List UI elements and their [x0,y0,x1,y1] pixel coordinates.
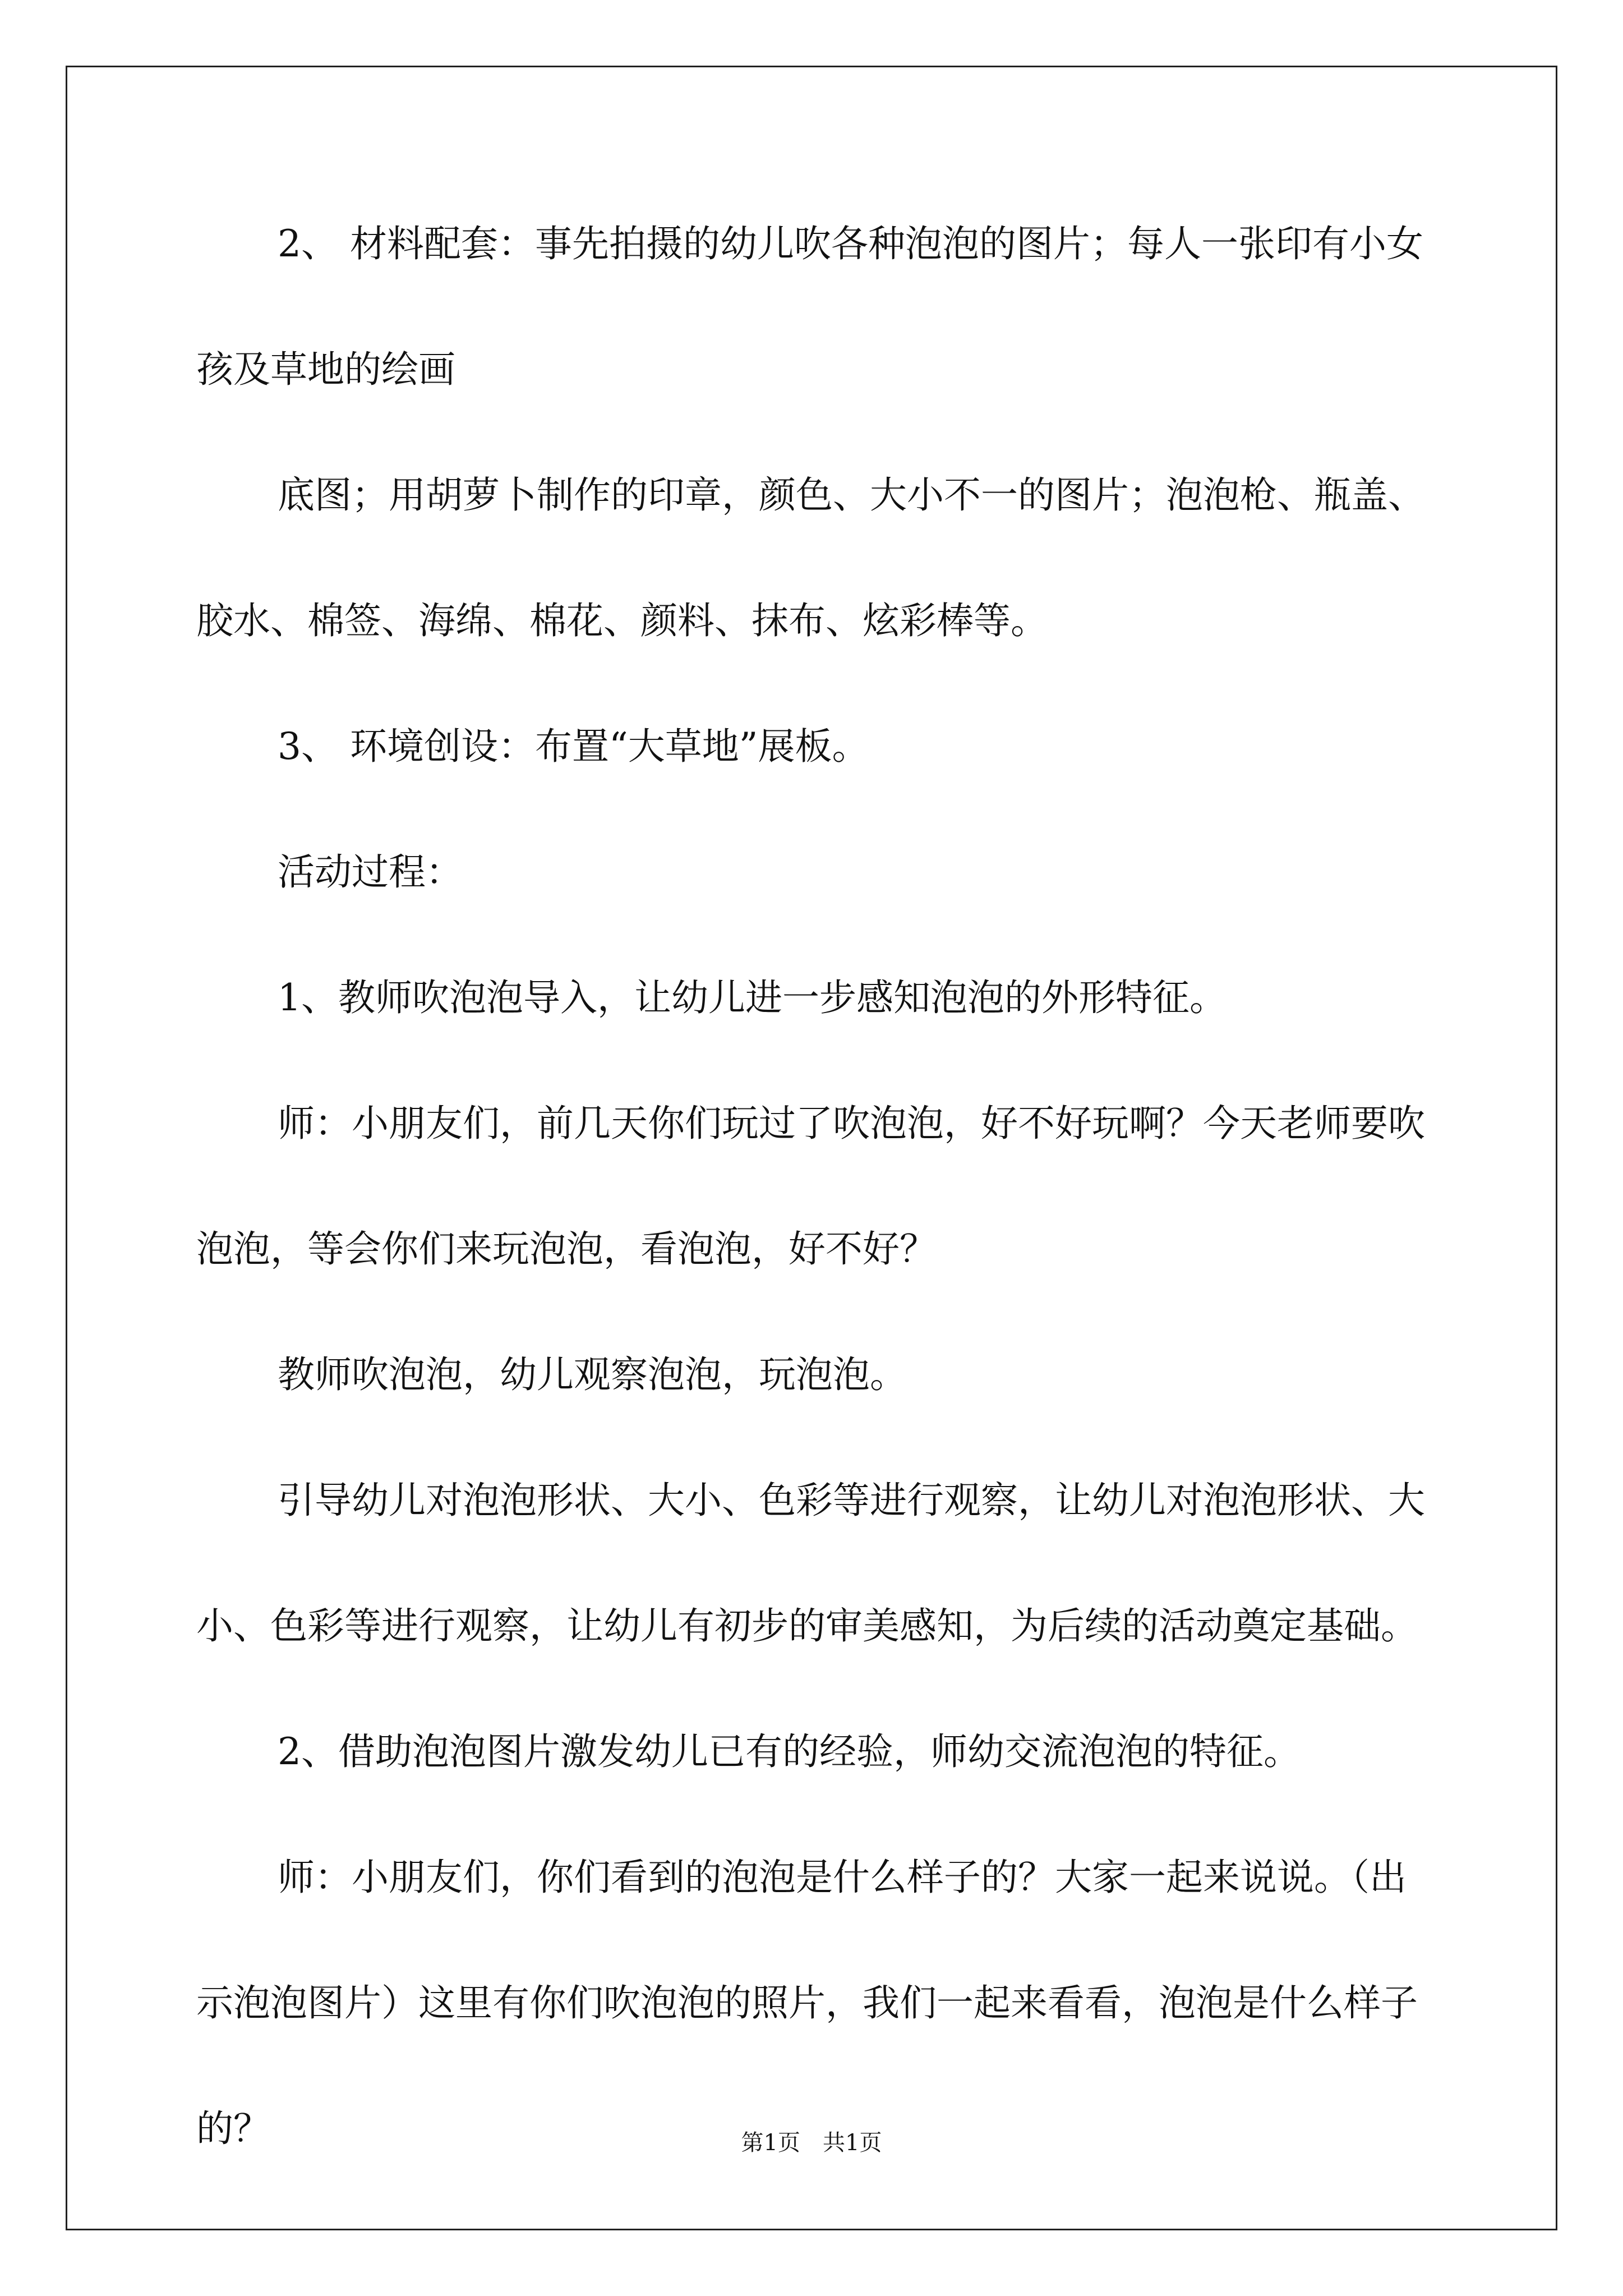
page-footer: 第1页 共1页 [741,2130,882,2156]
paragraph-step-2: 2、借助泡泡图片激发幼儿已有的经验，师幼交流泡泡的特征。 [278,1730,1301,1773]
paragraph-process-heading: 活动过程： [278,850,463,894]
document-body [196,219,1430,2229]
paragraph-teacher-line-1: 师：小朋友们，前几天你们玩过了吹泡泡，好不好玩啊？今天老师要吹泡泡，等会你们来玩泡泡，看泡泡，好不好？ [196,1102,1425,1271]
paragraph-step-1: 1、教师吹泡泡导入，让幼儿进一步感知泡泡的外形特征。 [278,976,1227,1019]
paragraph-environment: 3、 环境创设：布置“大草地”展板。 [278,725,869,768]
paragraph-guidance: 引导幼儿对泡泡形状、大小、色彩等进行观察，让幼儿对泡泡形状、大小、色彩等进行观察，让幼儿有初步的审美感知，为后续的活动奠定基础。 [196,1479,1425,1648]
paragraph-materials-list: 底图；用胡萝卜制作的印章，颜色、大小不一的图片；泡泡枪、瓶盖、胶水、棉签、海绵、棉花、颜料、抹布、炫彩棒等。 [196,473,1425,642]
paragraph-materials: 2、 材料配套：事先拍摄的幼儿吹各种泡泡的图片；每人一张印有小女孩及草地的绘画 [196,222,1423,391]
paragraph-teacher-line-2: 师：小朋友们，你们看到的泡泡是什么样子的？大家一起来说说。（出示泡泡图片）这里有你们吹泡泡的照片，我们一起来看看，泡泡是什么样子的？ [196,1856,1418,2150]
paragraph-teacher-blows: 教师吹泡泡，幼儿观察泡泡，玩泡泡。 [278,1353,907,1396]
